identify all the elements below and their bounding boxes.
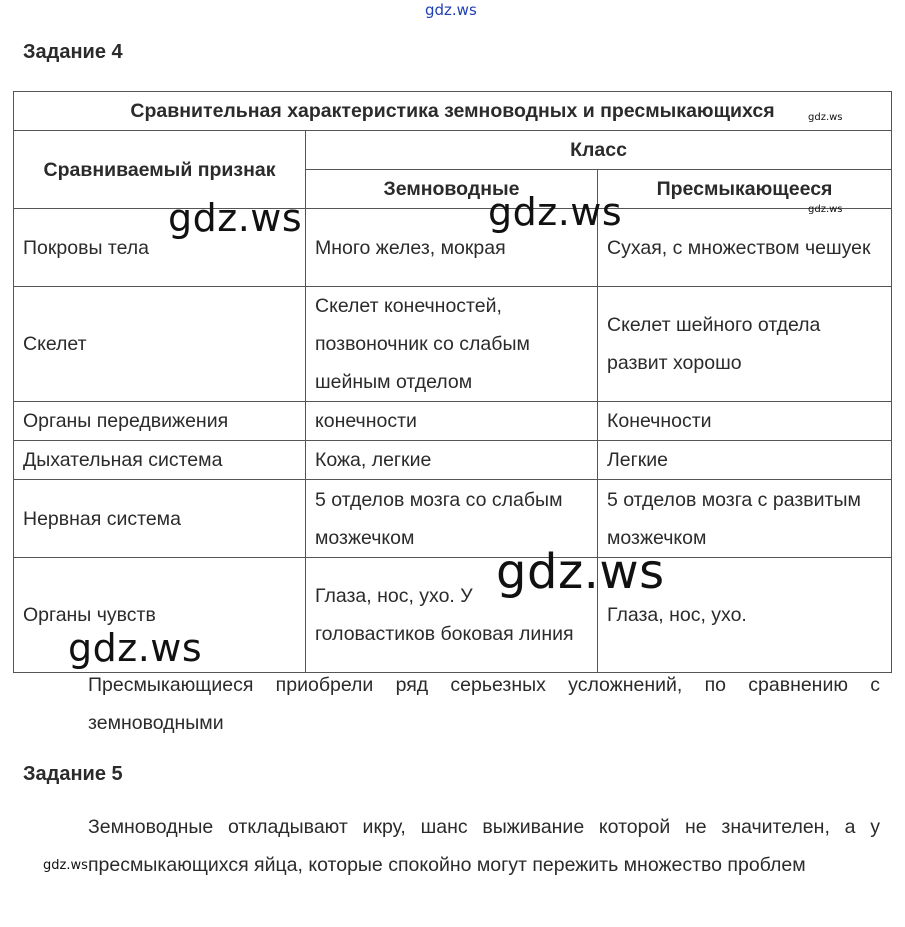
feature-cell: Органы передвижения [14, 402, 306, 441]
feature-header: Сравниваемый признак [14, 131, 306, 209]
watermark-large: gdz.ws [488, 190, 623, 234]
reptiles-cell: Сухая, с множеством чешуек [598, 209, 892, 287]
table-row [14, 402, 892, 441]
feature-cell: Дыхательная система [14, 441, 306, 480]
watermark-top: gdz.ws [425, 1, 477, 19]
table-row [14, 441, 892, 480]
reptiles-cell: 5 отделов мозга с развитым мозжечком [598, 480, 892, 558]
watermark-small: gdz.ws [808, 112, 843, 123]
table-title-row [14, 92, 892, 131]
reptiles-cell: Конечности [598, 402, 892, 441]
amphibians-cell: Глаза, нос, ухо. У головастиков боковая линия [306, 558, 598, 673]
watermark-small: gdz.ws [808, 204, 843, 215]
task5-text: Земноводные откладывают икру, шанс выживание которой не значителен, а у пресмыкающихся яйца, которые спокойно могут пережить множество проблем [88, 816, 880, 876]
watermark-large: gdz.ws [168, 196, 303, 240]
table-row [14, 287, 892, 402]
watermark-small: gdz.ws [43, 858, 88, 873]
amphibians-cell: Кожа, легкие [306, 441, 598, 480]
watermark-large: gdz.ws [68, 626, 203, 670]
reptiles-cell: Глаза, нос, ухо. [598, 558, 892, 673]
feature-cell: Органы чувств [14, 558, 306, 673]
feature-cell: Покровы тела [14, 209, 306, 287]
table-header-row [14, 131, 892, 170]
column-amphibians: Земноводные [306, 170, 598, 209]
watermark-large: gdz.ws [496, 544, 665, 600]
class-header: Класс [306, 131, 892, 170]
task5-heading: Задание 5 [23, 763, 123, 785]
amphibians-cell: 5 отделов мозга со слабым мозжечком [306, 480, 598, 558]
table-row [14, 209, 892, 287]
reptiles-cell: Скелет шейного отдела развит хорошо [598, 287, 892, 402]
column-reptiles: Пресмыкающееся [598, 170, 892, 209]
feature-cell: Скелет [14, 287, 306, 402]
feature-cell: Нервная система [14, 480, 306, 558]
comparison-table [13, 91, 892, 673]
amphibians-cell: Скелет конечностей, позвоночник со слабым шейным отделом [306, 287, 598, 402]
reptiles-cell: Легкие [598, 441, 892, 480]
table-row [14, 480, 892, 558]
task4-heading: Задание 4 [23, 41, 123, 63]
amphibians-cell: конечности [306, 402, 598, 441]
task4-conclusion: Пресмыкающиеся приобрели ряд серьезных усложнений, по сравнению с земноводными [88, 674, 880, 734]
table-title: Сравнительная характеристика земноводных и пресмыкающихся [14, 92, 892, 131]
amphibians-cell: Много желез, мокрая [306, 209, 598, 287]
